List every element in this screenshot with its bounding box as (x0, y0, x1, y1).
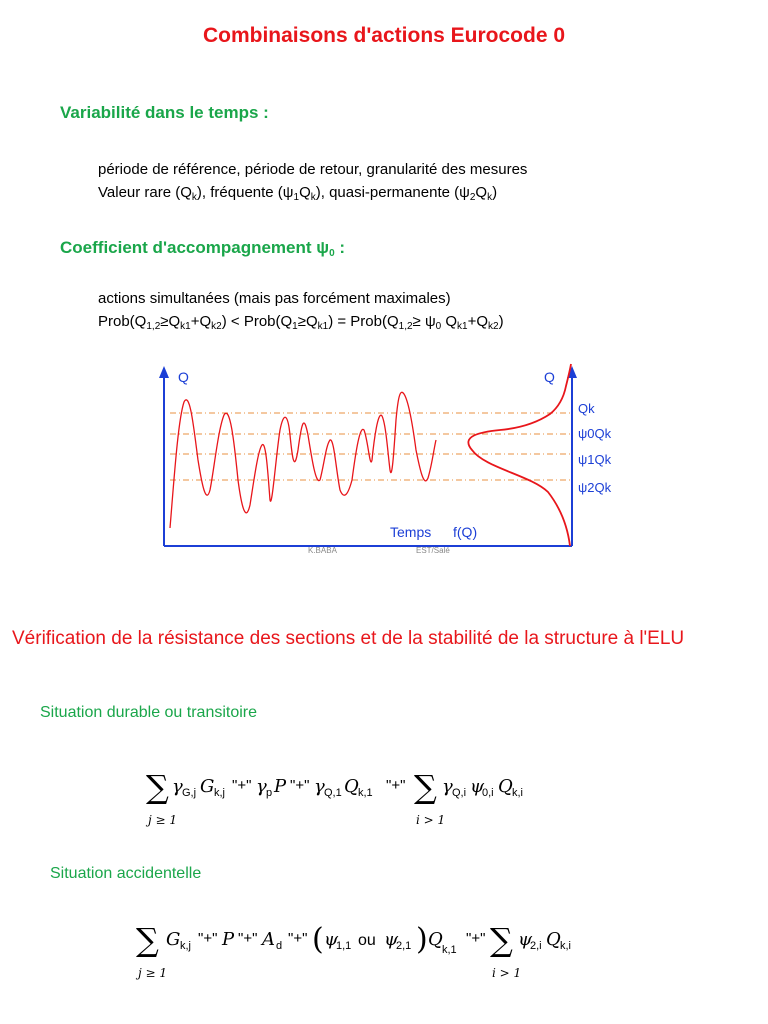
durable-combination-formula (146, 762, 626, 832)
svg-text:γ: γ (314, 776, 325, 797)
svg-text:P: P (274, 776, 287, 797)
section-heading-coefficient: Coefficient d'accompagnement $\psi_0$ : (60, 238, 346, 259)
durable-situation-label: Situation durable ou transitoire (40, 704, 258, 721)
svg-text:∑: ∑ (136, 921, 159, 959)
svg-text:G: G (166, 929, 181, 950)
svg-text:i > 1: i > 1 (416, 813, 446, 827)
variability-line-1: période de référence, période de retour, granularité des mesures (98, 161, 528, 178)
svg-text:G: G (200, 776, 215, 797)
svg-text:∑: ∑ (414, 768, 437, 806)
svg-text:"+": "+" (288, 930, 308, 947)
svg-text:k,1: k,1 (358, 787, 373, 799)
svg-text:∑: ∑ (490, 921, 513, 959)
svg-text:Q: Q (498, 776, 513, 797)
svg-text:Q: Q (546, 929, 561, 950)
svg-text:"+": "+" (386, 777, 406, 794)
variability-text (98, 158, 527, 204)
svg-text:Q: Q (428, 929, 443, 950)
probability-formula: $Prob(Q_{1,2}\ge Q_{k1}+Q_{k2})$ < $Prob(Q_1\ge Q_{k1})$ = $Prob(Q_{1,2}\ge \psi_0$ $Q_{k1}+Q_{k2}$) (98, 313, 504, 332)
section-heading-variability: Variabilité dans le temps : (60, 103, 269, 122)
variability-line-2: Valeur rare $(Q_k)$, fréquente $(\psi_1Q_k)$, quasi-permanente $(\psi_2Q_k)$ (98, 184, 498, 203)
svg-text:γ: γ (172, 776, 183, 797)
svg-text:Q,i: Q,i (452, 787, 467, 799)
x-label-time: Temps (390, 524, 432, 540)
svg-text:2,i: 2,i (530, 940, 542, 952)
watermark-right: EST/Salé (416, 546, 450, 555)
svg-text:"+": "+" (466, 930, 486, 947)
svg-text:k,i: k,i (512, 787, 523, 799)
distribution-curve (468, 364, 571, 546)
svg-text:ψ: ψ (470, 776, 485, 797)
svg-text:i > 1: i > 1 (492, 966, 522, 980)
coefficient-line-1: actions simultanées (mais pas forcément maximales) (98, 290, 451, 307)
svg-text:G,j: G,j (182, 787, 197, 799)
page-title: Combinaisons d'actions Eurocode 0 (202, 24, 566, 47)
svg-text:p: p (266, 787, 273, 799)
coefficient-text (98, 287, 504, 333)
svg-text:): ) (416, 922, 428, 957)
svg-text:Q,1: Q,1 (324, 787, 342, 799)
svg-text:ψ: ψ (518, 929, 533, 950)
variability-figure (150, 360, 612, 560)
level-label-psi2: ψ2Qk (578, 480, 612, 495)
svg-text:j ≥ 1: j ≥ 1 (148, 813, 178, 827)
level-label-qk: Qk (578, 401, 595, 416)
svg-text:k,i: k,i (560, 940, 571, 952)
svg-text:k,1: k,1 (442, 944, 457, 956)
accidental-situation-label: Situation accidentelle (50, 865, 202, 882)
level-label-psi1: ψ1Qk (578, 452, 612, 467)
left-axis-arrow (159, 366, 169, 378)
svg-text:A: A (262, 929, 275, 950)
svg-text:j ≥ 1: j ≥ 1 (138, 966, 168, 980)
svg-text:"+": "+" (232, 777, 252, 794)
svg-text:ou: ou (358, 932, 376, 949)
y-label-right: Q (544, 369, 555, 385)
svg-text:k,j: k,j (180, 940, 191, 952)
svg-text:"+": "+" (238, 930, 258, 947)
svg-text:"+": "+" (198, 930, 218, 947)
watermark-left: K.BABA (308, 546, 337, 555)
svg-text:"+": "+" (290, 777, 310, 794)
svg-text:ψ: ψ (384, 929, 399, 950)
svg-text:ψ: ψ (324, 929, 339, 950)
svg-text:P: P (222, 929, 235, 950)
svg-text:γ: γ (442, 776, 453, 797)
level-label-psi0: ψ0Qk (578, 426, 612, 441)
svg-text:(: ( (312, 922, 324, 957)
svg-text:2,1: 2,1 (396, 940, 412, 952)
svg-text:1,1: 1,1 (336, 940, 352, 952)
y-label-left: Q (178, 369, 189, 385)
svg-text:γ: γ (256, 776, 267, 797)
elu-heading: Vérification de la résistance des sections et de la stabilité de la structure à l'ELU (12, 628, 685, 649)
svg-text:Q: Q (344, 776, 359, 797)
svg-text:k,j: k,j (214, 787, 225, 799)
svg-text:d: d (276, 940, 283, 952)
x-label-f: f(Q) (453, 524, 478, 540)
svg-text:0,i: 0,i (482, 787, 494, 799)
svg-text:∑: ∑ (146, 768, 169, 806)
accidental-combination-formula (136, 915, 656, 987)
